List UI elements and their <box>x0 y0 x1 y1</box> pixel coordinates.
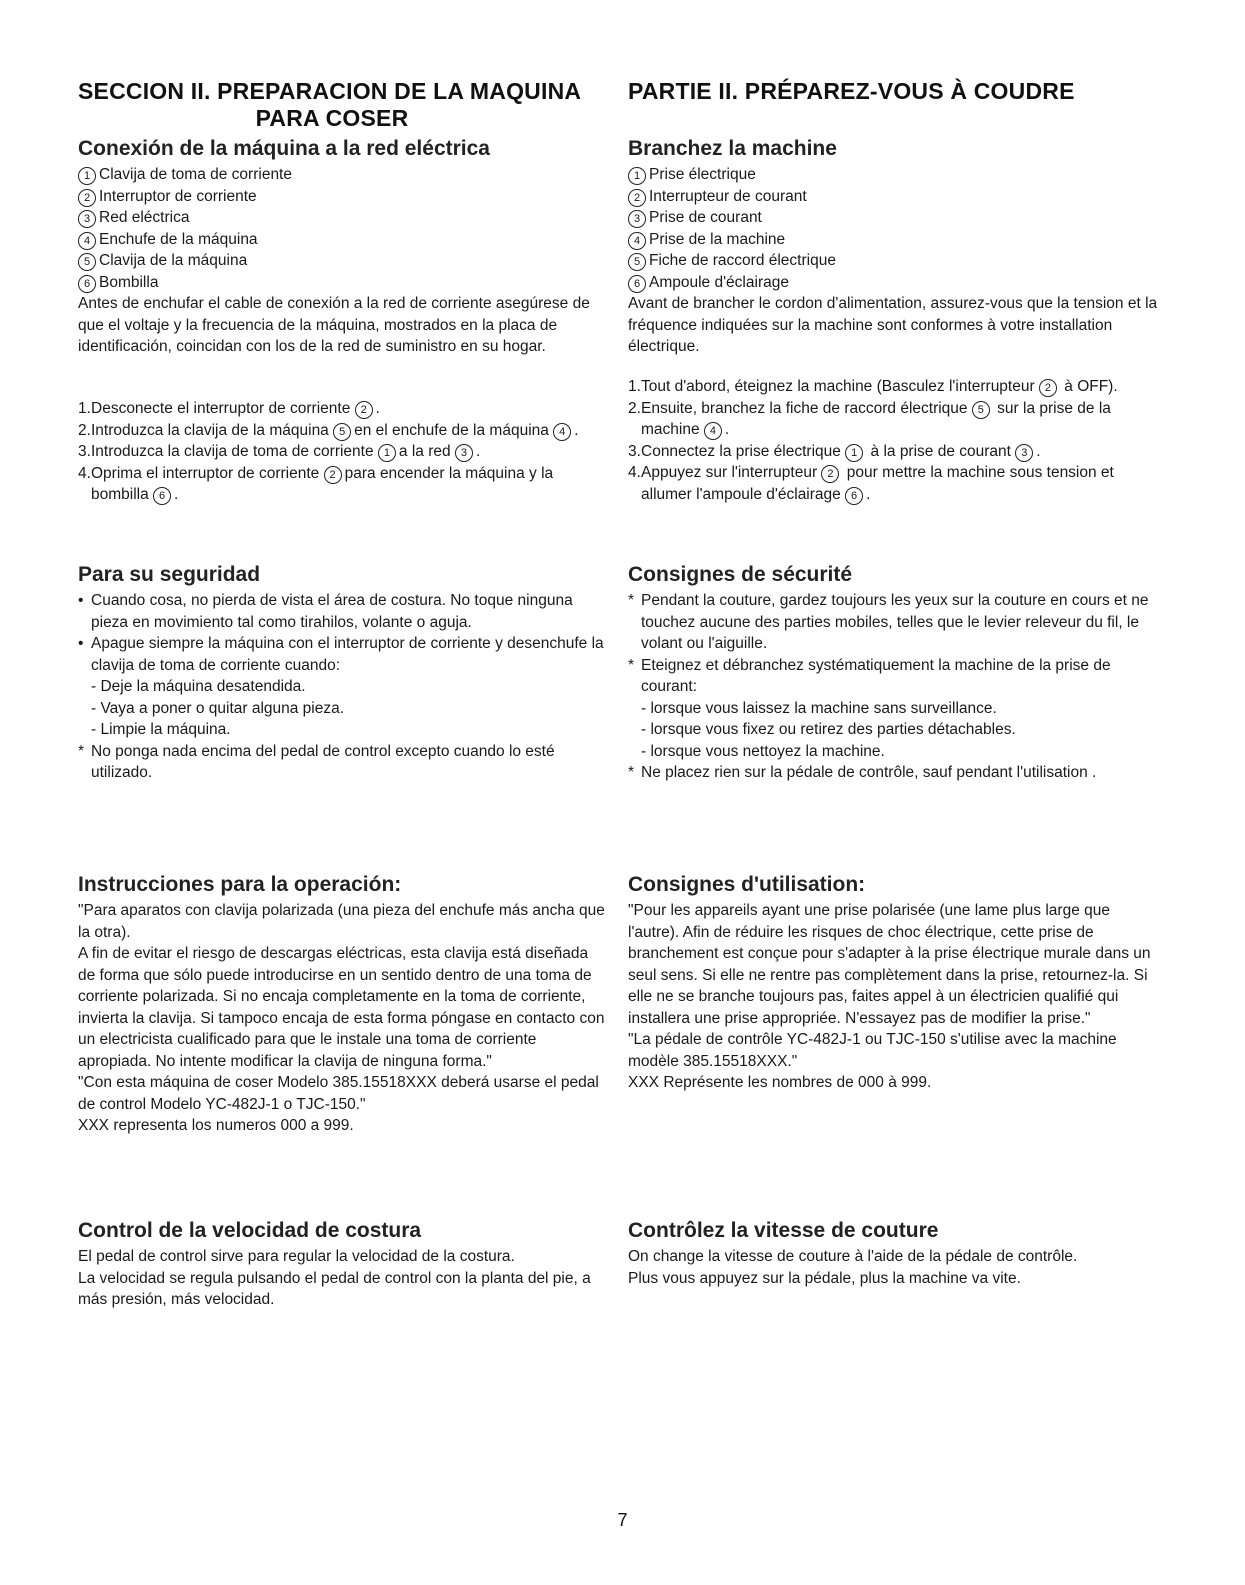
fr-parts-list <box>628 164 1163 293</box>
es-section-title <box>78 78 606 132</box>
list-item: 1. Desconecte el interruptor de corriente 2 . <box>78 400 380 417</box>
fr-title: PARTIE II. PRÉPAREZ-VOUS À COUDRE <box>628 78 1075 104</box>
es-title-line1: SECCION II. PREPARACION DE LA MAQUINA <box>78 78 582 104</box>
fr-connection-intro: Avant de brancher le cordon d'alimentation, assurez-vous que la tension et la fréquence indiquées sur la machine sont conformes à votre installation électrique. <box>628 295 1158 355</box>
list-item: 2 Interruptor de corriente <box>78 186 606 208</box>
fr-safety-list <box>628 590 1163 784</box>
circled-number-icon: 1 <box>78 167 96 185</box>
paragraph: A fin de evitar el riesgo de descargas eléctricas, esta clavija está diseñada de forma que sólo puede introducirse en un sentido dentro de una toma de corriente polarizada. Si no encaja completamente en la toma de corriente, invierta la clavija. Si tampoco encaja de esta forma póngase en contacto con un electricista cualificado para que le instale una toma de corriente apropiada. No intente modificar la clavija de ninguna forma." <box>78 945 605 1070</box>
circled-number-icon: 6 <box>153 487 171 505</box>
fr-operation-section <box>628 872 1163 1094</box>
paragraph: XXX Représente les nombres de 000 à 999. <box>628 1074 932 1091</box>
paragraph: On change la vitesse de couture à l'aide de la pédale de contrôle. <box>628 1248 1078 1265</box>
circled-number-icon: 2 <box>1039 379 1057 397</box>
list-item: • Cuando cosa, no pierda de vista el área de costura. No toque ninguna pieza en movimiento tal como tirahilos, volante o aguja. <box>78 592 573 631</box>
circled-number-icon: 1 <box>378 444 396 462</box>
circled-number-icon: 6 <box>845 487 863 505</box>
es-safety-section <box>78 562 606 784</box>
fr-section-title <box>628 78 1163 105</box>
es-title <box>78 78 606 132</box>
page-number: 7 <box>617 1510 628 1530</box>
paragraph: Plus vous appuyez sur la pédale, plus la machine va vite. <box>628 1269 1021 1287</box>
list-item: 5 Clavija de la máquina <box>78 250 606 272</box>
list-item: 2 Interrupteur de courant <box>628 186 1163 208</box>
list-item: 4. Oprima el interruptor de corriente 2 para encender la máquina y la bombilla 6 . <box>78 464 554 503</box>
es-connection-heading: Conexión de la máquina a la red eléctrica <box>78 137 490 160</box>
circled-number-icon: 1 <box>845 444 863 462</box>
es-connection-intro: Antes de enchufar el cable de conexión a la red de corriente asegúrese de que el voltaje y la frecuencia de la máquina, mostrados en la placa de identificación, coincidan con los de la red de suministro en su hogar. <box>78 295 590 355</box>
paragraph: "La pédale de contrôle YC-482J-1 ou TJC-150 s'utilise avec la machine modèle 385.15518XXX." <box>628 1031 1117 1070</box>
list-item: 6 Bombilla <box>78 272 606 294</box>
paragraph: El pedal de control sirve para regular la velocidad de la costura. <box>78 1248 515 1265</box>
paragraph: "Para aparatos con clavija polarizada (una pieza del enchufe más ancha que la otra). <box>78 902 605 941</box>
paragraph: "Pour les appareils ayant une prise polarisée (une lame plus large que l'autre). Afin de réduire les risques de choc électrique, cette prise de branchement est conçue pour s'adapter à la prise électrique murale dans un seul sens. Si elle ne rentre pas complètement dans la prise, retournez-la. Si elle ne se branche toujours pas, faites appel à un électricien qualifié qui installera une prise appropriée. N'essayez pas de modifier la prise." <box>628 902 1151 1027</box>
list-item: • Apague siempre la máquina con el interruptor de corriente y desenchufe la clavija de toma de corriente cuando: <box>78 635 604 674</box>
list-item: 3 Prise de courant <box>628 207 1163 229</box>
list-item: - lorsque vous fixez ou retirez des parties détachables. <box>641 721 1016 738</box>
paragraph: La velocidad se regula pulsando el pedal de control con la planta del pie, a más presión, más velocidad. <box>78 1269 591 1308</box>
circled-number-icon: 2 <box>628 189 646 207</box>
list-item: 4 Enchufe de la máquina <box>78 229 606 251</box>
list-item: 1 Clavija de toma de corriente <box>78 164 606 186</box>
paragraph: "Con esta máquina de coser Modelo 385.15518XXX deberá usarse el pedal de control Modelo YC-482J-1 o TJC-150." <box>78 1074 599 1113</box>
es-safety-list <box>78 590 606 784</box>
circled-number-icon: 4 <box>628 232 646 250</box>
list-item: - lorsque vous nettoyez la machine. <box>641 742 885 760</box>
list-item: 2. Introduzca la clavija de la máquina 5 en el enchufe de la máquina 4 . <box>78 421 579 439</box>
circled-number-icon: 2 <box>821 465 839 483</box>
list-item: * No ponga nada encima del pedal de control excepto cuando lo esté utilizado. <box>78 742 555 781</box>
list-item: 5 Fiche de raccord électrique <box>628 250 1163 272</box>
list-item: 2. Ensuite, branchez la fiche de raccord électrique 5 sur la prise de la machine 4 . <box>628 399 1111 438</box>
fr-safety-heading: Consignes de sécurité <box>628 563 853 586</box>
circled-number-icon: 3 <box>628 210 646 228</box>
fr-safety-section <box>628 562 1163 784</box>
list-item: - Vaya a poner o quitar alguna pieza. <box>91 699 345 717</box>
circled-number-icon: 2 <box>355 401 373 419</box>
circled-number-icon: 3 <box>455 444 473 462</box>
es-title-line2: PARA COSER <box>255 105 409 131</box>
fr-operation-heading: Consignes d'utilisation: <box>628 873 866 896</box>
es-steps-list <box>78 398 606 506</box>
list-item: 3 Red eléctrica <box>78 207 606 229</box>
circled-number-icon: 5 <box>78 253 96 271</box>
circled-number-icon: 4 <box>553 423 571 441</box>
es-operation-section <box>78 872 606 1137</box>
paragraph: XXX representa los numeros 000 a 999. <box>78 1117 354 1134</box>
fr-speed-section <box>628 1218 1163 1289</box>
circled-number-icon: 5 <box>972 401 990 419</box>
circled-number-icon: 6 <box>628 275 646 293</box>
fr-connection-section <box>628 136 1163 358</box>
es-steps-section <box>78 398 606 506</box>
list-item: 3. Introduzca la clavija de toma de corriente 1 a la red 3 . <box>78 443 481 460</box>
list-item: 1. Tout d'abord, éteignez la machine (Basculez l'interrupteur 2 à OFF). <box>628 378 1118 395</box>
es-speed-heading: Control de la velocidad de costura <box>78 1219 422 1242</box>
circled-number-icon: 3 <box>1015 444 1033 462</box>
list-item: 6 Ampoule d'éclairage <box>628 272 1163 294</box>
fr-steps-list <box>628 376 1163 505</box>
es-parts-list <box>78 164 606 293</box>
circled-number-icon: 3 <box>78 210 96 228</box>
circled-number-icon: 1 <box>628 167 646 185</box>
fr-steps-section <box>628 376 1163 505</box>
circled-number-icon: 6 <box>78 275 96 293</box>
list-item: - Deje la máquina desatendida. <box>91 678 306 695</box>
list-item: 3. Connectez la prise électrique 1 à la prise de courant 3 . <box>628 442 1041 460</box>
list-item: 4 Prise de la machine <box>628 229 1163 251</box>
circled-number-icon: 5 <box>628 253 646 271</box>
circled-number-icon: 2 <box>324 466 342 484</box>
list-item: 1 Prise électrique <box>628 164 1163 186</box>
circled-number-icon: 4 <box>704 422 722 440</box>
es-operation-heading: Instrucciones para la operación: <box>78 873 402 896</box>
circled-number-icon: 5 <box>333 423 351 441</box>
list-item: - Limpie la máquina. <box>91 721 231 738</box>
es-speed-section <box>78 1218 606 1311</box>
fr-speed-heading: Contrôlez la vitesse de couture <box>628 1219 939 1242</box>
fr-connection-heading: Branchez la machine <box>628 137 837 160</box>
es-safety-heading: Para su seguridad <box>78 563 261 586</box>
circled-number-icon: 2 <box>78 189 96 207</box>
list-item: * Eteignez et débranchez systématiquement la machine de la prise de courant: <box>628 656 1111 695</box>
circled-number-icon: 4 <box>78 232 96 250</box>
list-item: * Ne placez rien sur la pédale de contrôle, sauf pendant l'utilisation . <box>628 764 1097 781</box>
list-item: * Pendant la couture, gardez toujours les yeux sur la couture en cours et ne touchez aucune des parties mobiles, telles que le levier releveur du fil, le volant ou l'aiguille. <box>628 592 1149 652</box>
es-connection-section <box>78 136 606 358</box>
list-item: 4. Appuyez sur l'interrupteur 2 pour mettre la machine sous tension et allumer l'ampoule d'éclairage 6 . <box>628 464 1114 503</box>
list-item: - lorsque vous laissez la machine sans surveillance. <box>641 699 997 717</box>
